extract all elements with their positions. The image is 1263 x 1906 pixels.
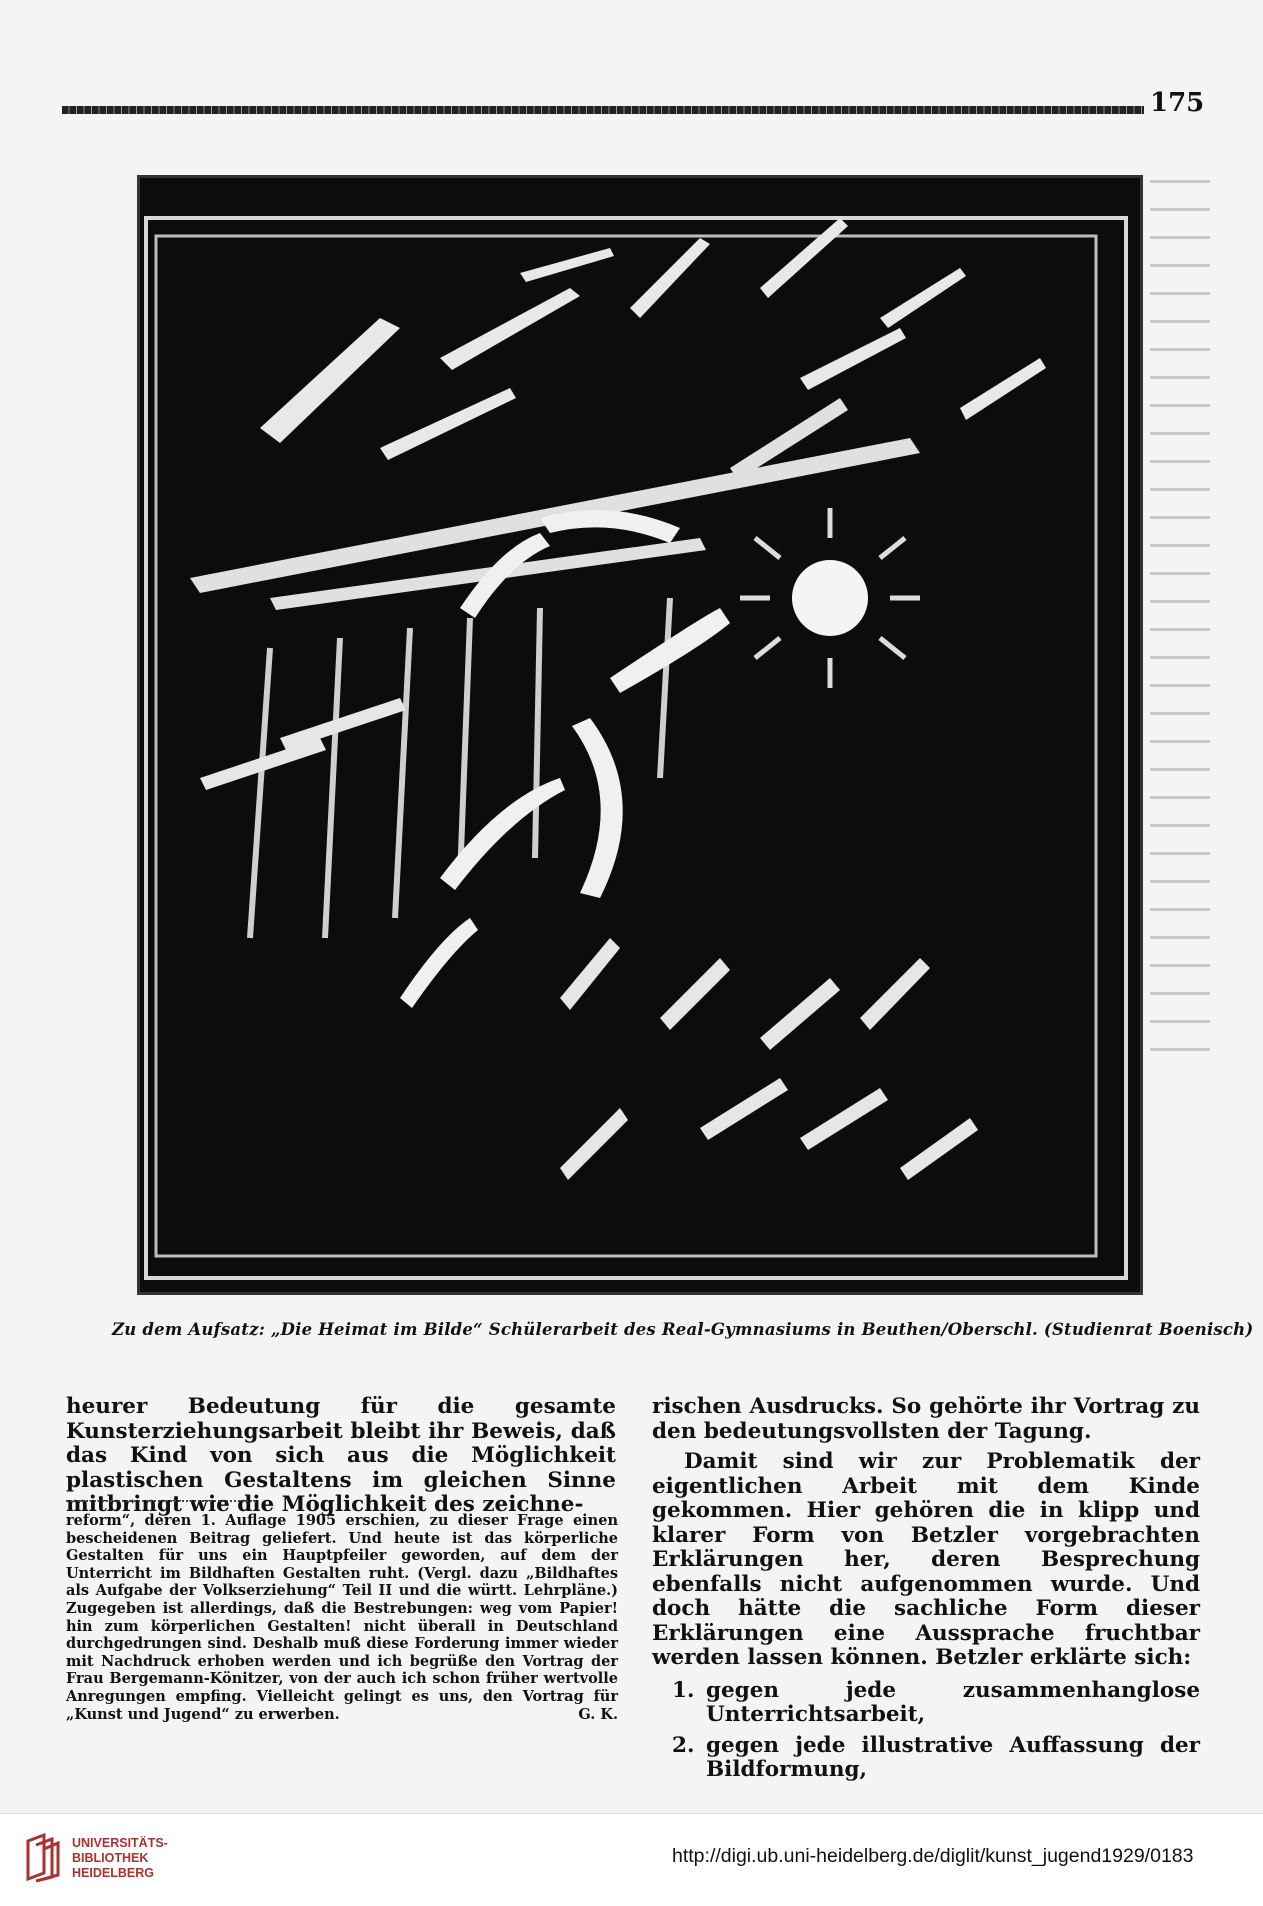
page-number: 175 xyxy=(1150,88,1205,118)
library-name-line: UNIVERSITÄTS- xyxy=(72,1836,168,1850)
list-item-number: 2. xyxy=(672,1732,695,1758)
list-item xyxy=(652,1734,1200,1783)
footnote-signature: G. K. xyxy=(578,1705,618,1723)
list-item-text: gegen jede zusammenhanglose Unterrichtsarbeit, xyxy=(706,1677,1200,1727)
figure-caption: Zu dem Aufsatz: „Die Heimat im Bilde“ Schülerarbeit des Real-Gymnasiums in Beuthen/Oberschl. (Studienrat Boenisch) xyxy=(112,1320,1254,1339)
list-item xyxy=(652,1679,1200,1728)
numbered-list xyxy=(652,1679,1200,1783)
source-url-link[interactable]: http://digi.ub.uni-heidelberg.de/diglit/kunst_jugend1929/0183 xyxy=(672,1845,1194,1867)
right-paragraph-1: rischen Ausdrucks. So gehörte ihr Vortrag zu den bedeutungsvollsten der Tagung. xyxy=(652,1394,1200,1444)
library-name-line: BIBLIOTHEK xyxy=(72,1851,149,1865)
right-column xyxy=(652,1395,1200,1783)
library-name xyxy=(72,1836,168,1881)
footnote xyxy=(66,1512,618,1723)
header-rule xyxy=(62,106,1144,114)
footnote-rule xyxy=(66,1500,256,1502)
library-name-line: HEIDELBERG xyxy=(72,1866,154,1880)
library-logo-icon xyxy=(22,1833,62,1883)
sun xyxy=(740,508,920,688)
bleed-through-text xyxy=(1150,180,1210,1060)
list-item-number: 1. xyxy=(672,1677,695,1703)
right-paragraph-2: Damit sind wir zur Problematik der eigentlichen Arbeit mit dem Kinde gekommen. Hier gehören die in klipp und klarer Form von Betzler vorgebrachten Erklärungen her, deren Besprechung ebenfalls nicht aufgenommen wurde. Und doch hätte die sachliche Form dieser Erklärungen eine Aussprache fruchtbar werden lassen können. Betzler erklärte sich: xyxy=(652,1449,1200,1670)
woodcut-illustration xyxy=(140,178,1140,1292)
foreground-strokes xyxy=(200,698,978,1180)
woodcut-artwork xyxy=(140,178,1140,1292)
left-paragraph: heurer Bedeutung für die gesamte Kunsterziehungsarbeit bleibt ihr Beweis, daß das Kind von sich aus die Möglichkeit plastischen Gestaltens im gleichen Sinne mitbringt wie die Möglichkeit des zeichne- xyxy=(66,1394,616,1517)
list-item-text: gegen jede illustrative Auffassung der Bildformung, xyxy=(706,1732,1200,1782)
footnote-text: reform“, deren 1. Auflage 1905 erschien, zu dieser Frage einen bescheidenen Beitrag geliefert. Und heute ist das körperliche Gestalten für uns ein Hauptpfeiler geworden, auf dem der Unterricht im Bildhaften Gestalten ruht. (Vergl. dazu „Bildhaftes als Aufgabe der Volkserziehung“ Teil II und die württ. Lehrpläne.) Zugegeben ist allerdings, daß die Bestrebungen: weg vom Papier! hin zum körperlichen Gestalten! nicht überall in Deutschland durchgedrungen sind. Deshalb muß diese Forderung immer wieder mit Nachdruck erhoben werden und ich begrüße den Vortrag der Frau Bergemann-Könitzer, von der auch ich schon früher wertvolle Anregungen empfing. Vielleicht gelingt es uns, den Vortrag für „Kunst und Jugend“ zu erwerben. xyxy=(66,1512,618,1723)
mountain-strokes xyxy=(260,218,1046,460)
